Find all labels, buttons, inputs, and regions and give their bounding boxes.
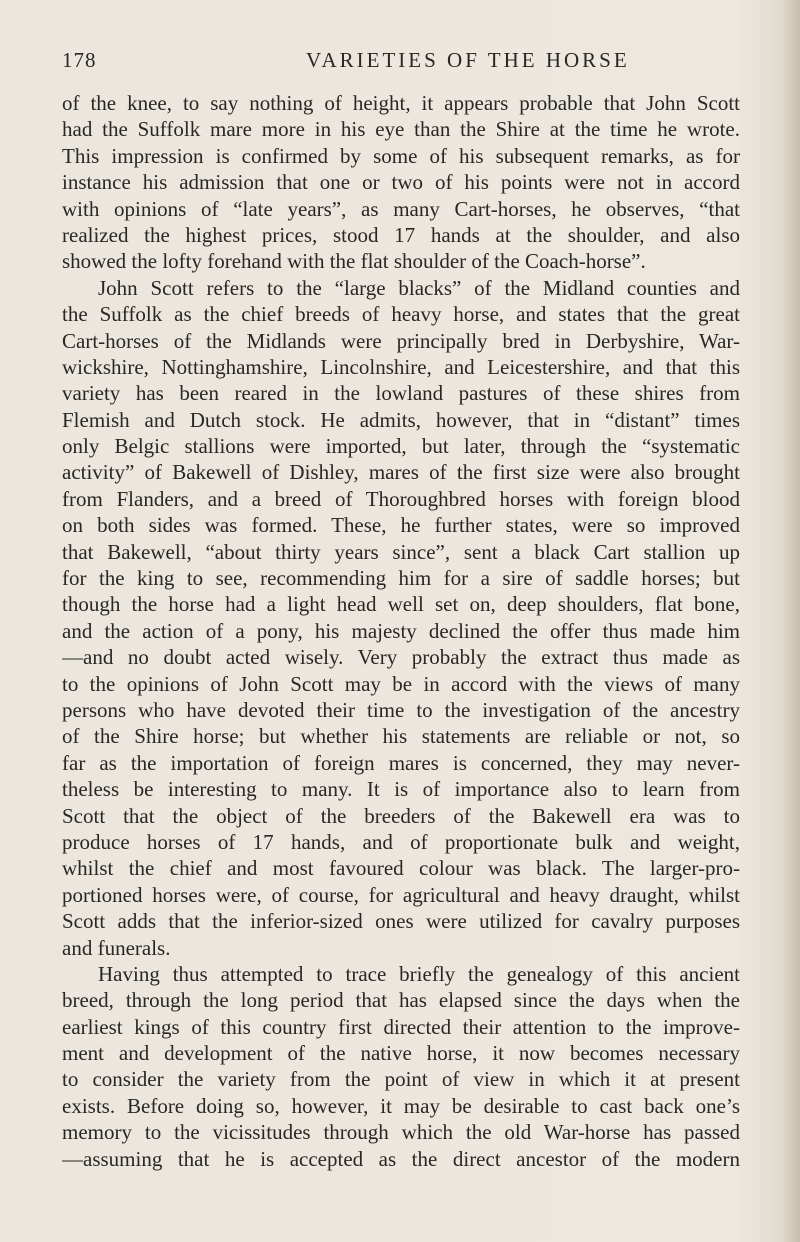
text-line: though the horse had a light head well set on, deep shoulders, flat bone,: [62, 592, 740, 617]
text-line: memory to the vicissitudes through which the old War-horse has passed: [62, 1120, 740, 1145]
text-line: to the opinions of John Scott may be in accord with the views of many: [62, 671, 740, 696]
text-line: on both sides was formed. These, he further states, were so improved: [62, 513, 740, 538]
text-line: the Suffolk as the chief breeds of heavy horse, and states that the great: [62, 302, 740, 327]
text-line: —and no doubt acted wisely. Very probably the extract thus made as: [62, 645, 740, 670]
text-line: instance his admission that one or two of his points were not in accord: [62, 170, 740, 195]
running-head: VARIETIES OF THE HORSE: [306, 48, 630, 72]
text-line: far as the importation of foreign mares is concerned, they may never-: [62, 750, 740, 775]
page-header: [62, 48, 740, 78]
text-line: persons who have devoted their time to the investigation of the ancestry: [62, 697, 740, 722]
text-line: whilst the chief and most favoured colour was black. The larger-pro-: [62, 856, 740, 881]
text-line: theless be interesting to many. It is of importance also to learn from: [62, 777, 740, 802]
text-line: with opinions of “late years”, as many Cart-horses, he observes, “that: [62, 196, 740, 221]
text-line: Having thus attempted to trace briefly the genealogy of this ancient: [98, 961, 740, 986]
text-line: Flemish and Dutch stock. He admits, however, that in “distant” times: [62, 407, 740, 432]
page-edge-shadow: [782, 0, 800, 1242]
text-line: and the action of a pony, his majesty declined the offer thus made him: [62, 618, 740, 643]
text-line: ment and development of the native horse, it now becomes necessary: [62, 1041, 740, 1066]
text-line: This impression is confirmed by some of his subsequent remarks, as for: [62, 143, 740, 168]
text-line: had the Suffolk mare more in his eye than the Shire at the time he wrote.: [62, 117, 740, 142]
text-line: showed the lofty forehand with the flat shoulder of the Coach-horse”.: [62, 249, 646, 274]
text-line: produce horses of 17 hands, and of proportionate bulk and weight,: [62, 829, 740, 854]
text-line: portioned horses were, of course, for agricultural and heavy draught, whilst: [62, 882, 740, 907]
text-line: variety has been reared in the lowland pastures of these shires from: [62, 381, 740, 406]
text-line: breed, through the long period that has elapsed since the days when the: [62, 988, 740, 1013]
text-line: of the Shire horse; but whether his statements are reliable or not, so: [62, 724, 740, 749]
text-line: Scott adds that the inferior-sized ones were utilized for cavalry purposes: [62, 909, 740, 934]
text-line: exists. Before doing so, however, it may be desirable to cast back one’s: [62, 1093, 740, 1118]
text-line: —assuming that he is accepted as the direct ancestor of the modern: [62, 1146, 740, 1171]
text-line: John Scott refers to the “large blacks” of the Midland counties and: [98, 275, 740, 300]
text-line: only Belgic stallions were imported, but later, through the “systematic: [62, 434, 740, 459]
text-line: of the knee, to say nothing of height, it appears probable that John Scott: [62, 91, 740, 115]
text-line: Scott that the object of the breeders of the Bakewell era was to: [62, 803, 740, 828]
paragraph-1: [62, 90, 740, 275]
paragraph-3: [62, 961, 740, 1172]
text-line: wickshire, Nottinghamshire, Lincolnshire, and Leicestershire, and that this: [62, 354, 740, 379]
text-line: and funerals.: [62, 935, 171, 960]
text-line: earliest kings of this country first directed their attention to the improve-: [62, 1014, 740, 1039]
text-line: realized the highest prices, stood 17 hands at the shoulder, and also: [62, 222, 740, 247]
body-text: [62, 90, 740, 1172]
page-number: 178: [62, 48, 97, 72]
text-line: activity” of Bakewell of Dishley, mares of the first size were also brought: [62, 460, 740, 485]
text-line: that Bakewell, “about thirty years since”, sent a black Cart stallion up: [62, 539, 740, 564]
text-line: Cart-horses of the Midlands were principally bred in Derbyshire, War-: [62, 328, 740, 353]
text-line: to consider the variety from the point of view in which it at present: [62, 1067, 740, 1092]
paragraph-2: [62, 275, 740, 961]
text-line: for the king to see, recommending him for a sire of saddle horses; but: [62, 566, 740, 591]
text-line: from Flanders, and a breed of Thoroughbred horses with foreign blood: [62, 486, 740, 511]
